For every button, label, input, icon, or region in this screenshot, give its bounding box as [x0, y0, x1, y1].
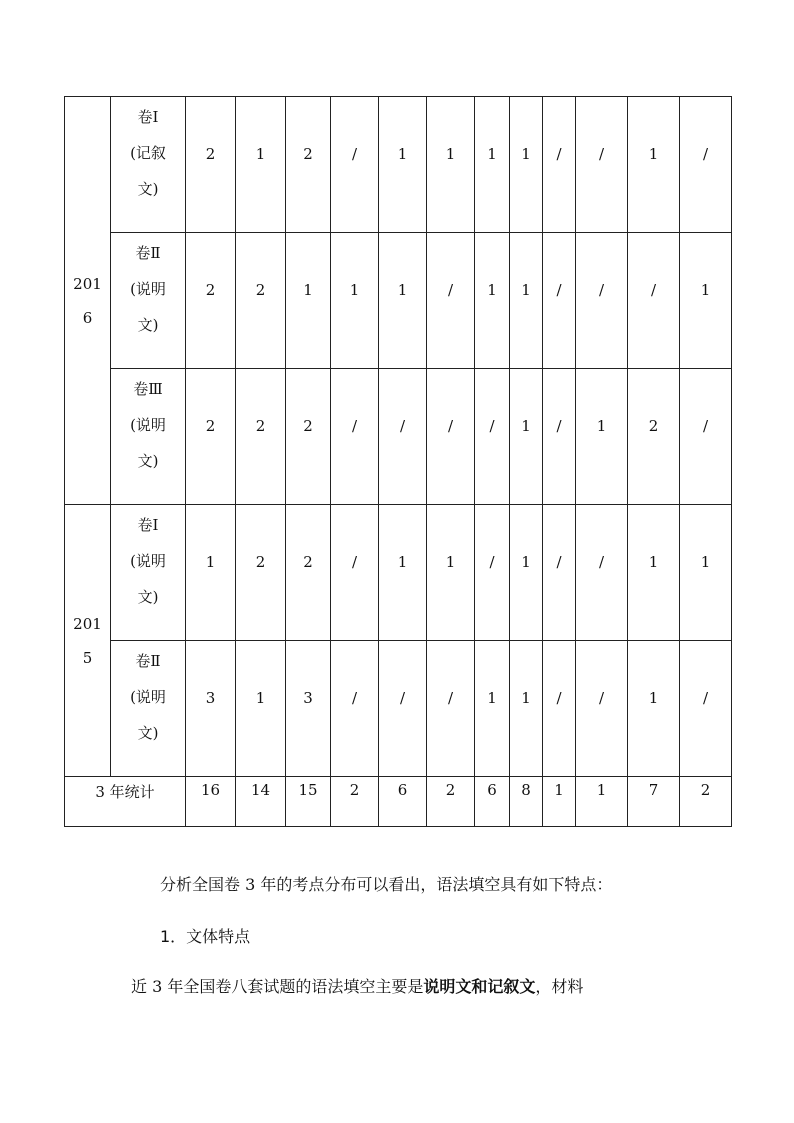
count-cell: 1 — [510, 233, 543, 369]
count-cell: 1 — [236, 97, 286, 233]
count-cell: 2 — [628, 369, 680, 505]
count-cell: 1 — [286, 233, 331, 369]
count-cell: / — [543, 505, 576, 641]
count-cell: 1 — [475, 97, 510, 233]
paper-name: 卷Ⅰ — [137, 516, 159, 534]
count-cell: / — [427, 369, 475, 505]
total-label: 3 年统计 — [65, 777, 186, 827]
count-cell: / — [576, 641, 628, 777]
table-row — [65, 233, 732, 369]
count-cell: / — [576, 233, 628, 369]
genre-label: (说明 — [130, 688, 166, 706]
count-cell: 1 — [475, 233, 510, 369]
count-cell: / — [543, 233, 576, 369]
intro-paragraph: 分析全国卷 3 年的考点分布可以看出，语法填空具有如下特点： — [160, 875, 613, 894]
total-cell: 1 — [543, 777, 576, 827]
count-cell: 1 — [628, 505, 680, 641]
count-cell: 2 — [186, 97, 236, 233]
body-bold-narrative: 记叙文 — [487, 977, 536, 996]
count-cell: 1 — [510, 641, 543, 777]
count-cell: 1 — [379, 505, 427, 641]
count-cell: / — [543, 641, 576, 777]
count-cell: / — [628, 233, 680, 369]
count-cell: 1 — [510, 505, 543, 641]
total-cell: 6 — [379, 777, 427, 827]
count-cell: 1 — [379, 233, 427, 369]
count-cell: 1 — [475, 641, 510, 777]
count-cell: / — [543, 97, 576, 233]
count-cell: 1 — [186, 505, 236, 641]
total-cell: 2 — [680, 777, 732, 827]
count-cell: / — [331, 641, 379, 777]
year-cell — [65, 97, 111, 505]
count-cell: 1 — [510, 369, 543, 505]
genre-label: 文) — [137, 316, 159, 334]
count-cell: 1 — [427, 97, 475, 233]
paper-name: 卷Ⅲ — [133, 380, 163, 398]
year-line: 201 — [73, 274, 102, 293]
total-cell: 8 — [510, 777, 543, 827]
paper-cell — [111, 369, 186, 505]
paper-cell — [111, 505, 186, 641]
total-cell: 1 — [576, 777, 628, 827]
body-prefix: 近 3 年全国卷八套试题的语法填空主要是 — [131, 977, 424, 996]
count-cell: 1 — [236, 641, 286, 777]
table-row — [65, 369, 732, 505]
body-suffix: ，材料 — [535, 977, 584, 996]
total-cell: 2 — [331, 777, 379, 827]
total-cell: 7 — [628, 777, 680, 827]
count-cell: 2 — [286, 97, 331, 233]
paper-name: 卷Ⅱ — [135, 652, 161, 670]
genre-label: (说明 — [130, 280, 166, 298]
count-cell: 2 — [236, 233, 286, 369]
count-cell: 1 — [628, 641, 680, 777]
count-cell: 1 — [680, 505, 732, 641]
count-cell: 3 — [186, 641, 236, 777]
table-row — [65, 97, 732, 233]
genre-label: 文) — [137, 588, 159, 606]
total-cell: 16 — [186, 777, 236, 827]
total-row — [65, 777, 732, 827]
section-heading: 1．文体特点 — [160, 927, 251, 946]
body-and: 和 — [471, 977, 488, 996]
total-cell: 14 — [236, 777, 286, 827]
count-cell: 1 — [427, 505, 475, 641]
genre-label: 文) — [137, 452, 159, 470]
paper-cell — [111, 641, 186, 777]
genre-label: 文) — [137, 180, 159, 198]
count-cell: / — [576, 505, 628, 641]
count-cell: / — [331, 369, 379, 505]
paper-cell — [111, 97, 186, 233]
paper-name: 卷Ⅰ — [137, 108, 159, 126]
count-cell: / — [379, 369, 427, 505]
year-cell — [65, 505, 111, 777]
count-cell: / — [680, 369, 732, 505]
count-cell: / — [576, 97, 628, 233]
count-cell: / — [680, 641, 732, 777]
body-bold-expository: 说明文 — [423, 977, 472, 996]
count-cell: / — [331, 505, 379, 641]
count-cell: 2 — [186, 369, 236, 505]
year-line: 6 — [82, 308, 93, 327]
count-cell: / — [427, 641, 475, 777]
count-cell: 1 — [331, 233, 379, 369]
count-cell: 1 — [680, 233, 732, 369]
year-line: 201 — [73, 614, 102, 633]
count-cell: / — [331, 97, 379, 233]
count-cell: / — [680, 97, 732, 233]
paper-name: 卷Ⅱ — [135, 244, 161, 262]
count-cell: 2 — [236, 369, 286, 505]
count-cell: 2 — [236, 505, 286, 641]
count-cell: 3 — [286, 641, 331, 777]
count-cell: 1 — [510, 97, 543, 233]
count-cell: 2 — [286, 505, 331, 641]
count-cell: / — [543, 369, 576, 505]
year-line: 5 — [82, 648, 93, 667]
genre-label: (说明 — [130, 552, 166, 570]
count-cell: 1 — [379, 97, 427, 233]
total-cell: 2 — [427, 777, 475, 827]
total-cell: 6 — [475, 777, 510, 827]
genre-label: (说明 — [130, 416, 166, 434]
body-paragraph — [131, 974, 583, 997]
count-cell: / — [427, 233, 475, 369]
total-cell: 15 — [286, 777, 331, 827]
genre-label: 文) — [137, 724, 159, 742]
table-row — [65, 505, 732, 641]
count-cell: 1 — [576, 369, 628, 505]
exam-point-table — [64, 96, 732, 827]
count-cell: 1 — [628, 97, 680, 233]
count-cell: / — [475, 505, 510, 641]
count-cell: 2 — [186, 233, 236, 369]
count-cell: / — [379, 641, 427, 777]
paper-cell — [111, 233, 186, 369]
count-cell: 2 — [286, 369, 331, 505]
table-row — [65, 641, 732, 777]
count-cell: / — [475, 369, 510, 505]
genre-label: (记叙 — [130, 144, 166, 162]
